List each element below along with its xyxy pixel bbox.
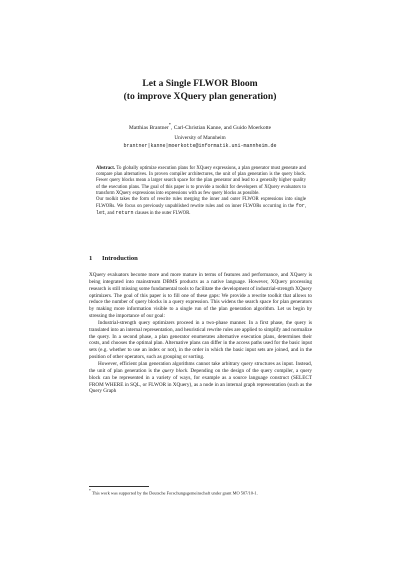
- body-paragraph-1: XQuery evaluators become more and more mature in terms of features and performance, and XQuery is being integrated into mainstream DBMS products as a native language. However, XQuery processing research is still missing some fundamental tools to facilitate the development of industrial-strength XQuery optimizers. The goal of this paper is to fill one of these gaps: We provide a rewrite toolkit that allows to reduce the number of query blocks in a query expression. This widens the search space for plan generators by making more information visible to a single run of the plan generation algorithm. Let us begin by stressing the importance of our goal:: [89, 272, 312, 320]
- abstract-paragraph-2: [96, 197, 306, 218]
- affiliation-institution: University of Mannheim: [174, 135, 226, 141]
- keyword-return: return: [115, 210, 134, 217]
- body-paragraph-3b: . Depending on the design of the query compiler, a query block can be represented in a variety of ways, for example as a source language construct (SELECT FROM WHERE in SQL, or FLWOR in XQuery), as a node in an internal graph representation (such as the Query Graph: [89, 367, 312, 395]
- paper-title: [0, 77, 400, 103]
- abstract: [96, 166, 306, 218]
- abstract-text-2a: Our toolkit takes the form of rewrite rules merging the inner and outer FLWOR expressions into single FLWORs. We focus on previously unpublished rewrite rules and on inner FLWORs occurring in the: [96, 197, 306, 210]
- section-title: Introduction: [102, 255, 138, 262]
- section-number: 1: [89, 255, 93, 262]
- title-line-2: (to improve XQuery plan generation): [123, 91, 277, 102]
- body-text: [89, 272, 312, 395]
- body-paragraph-2: Industrial-strength query optimizers proceed in a two-phase manner. In a first phase, the query is translated into an internal representation, and heuristical rewrite rules are applied to simplify and normalize the query. In a second phase, a plan generator enumerates alternative execution plans, determines their costs, and chooses the optimal plan. Alternative plans can differ in the access paths used for the basic input sets (e.g. whether to use an index or not), in the order in which the basic input sets are joined, and in the position of other operators, such as grouping or sorting.: [89, 319, 312, 361]
- abstract-sep-1: ,: [304, 204, 307, 210]
- abstract-paragraph-1: [96, 166, 306, 197]
- author-footnote-mark: *: [168, 122, 172, 127]
- section-heading: [89, 255, 329, 263]
- abstract-text-2b: clauses in the outer FLWOR.: [134, 211, 191, 217]
- abstract-text-1: To globally optimize execution plans for XQuery expressions, a plan generator must generate and compare plan alternatives. In proven compiler architectures, the unit of plan generation is the query block. Fewer query blocks mean a larger search space for the plan generator and lead to a generally higher quality of the execution plans. The goal of this paper is to provide a toolkit for developers of XQuery evaluators to transform XQuery expressions into expressions with as few query blocks as possible.: [96, 166, 306, 196]
- author-first: Matthias Brantner: [128, 124, 169, 131]
- abstract-label: Abstract.: [96, 166, 116, 171]
- keyword-let: let: [96, 210, 106, 217]
- keyword-for: for: [295, 203, 305, 210]
- title-line-1: Let a Single FLWOR Bloom: [142, 78, 258, 89]
- footnote-mark: *: [89, 489, 91, 493]
- author-rest: , Carl-Christian Kanne, and Guido Moerkotte: [171, 124, 272, 131]
- affiliation-emails: brantner|kanne|moerkotte@informatik.uni-mannheim.de: [123, 142, 277, 149]
- footnote: [89, 489, 312, 496]
- body-paragraph-3a: However, efficient plan generation algorithms cannot take arbitrary query structures as input. Instead, the unit of plan generation is the: [89, 360, 312, 374]
- body-emphasis-query-block: query block: [162, 367, 188, 374]
- author-list: [0, 121, 400, 132]
- body-paragraph-3: [89, 361, 312, 395]
- affiliation: [0, 135, 400, 150]
- footnote-text: This work was supported by the Deutsche Forschungsgemeinschaft under grant MO 507/10-1.: [91, 490, 258, 496]
- abstract-sep-2: , and: [105, 211, 115, 217]
- footnote-rule: [89, 486, 149, 487]
